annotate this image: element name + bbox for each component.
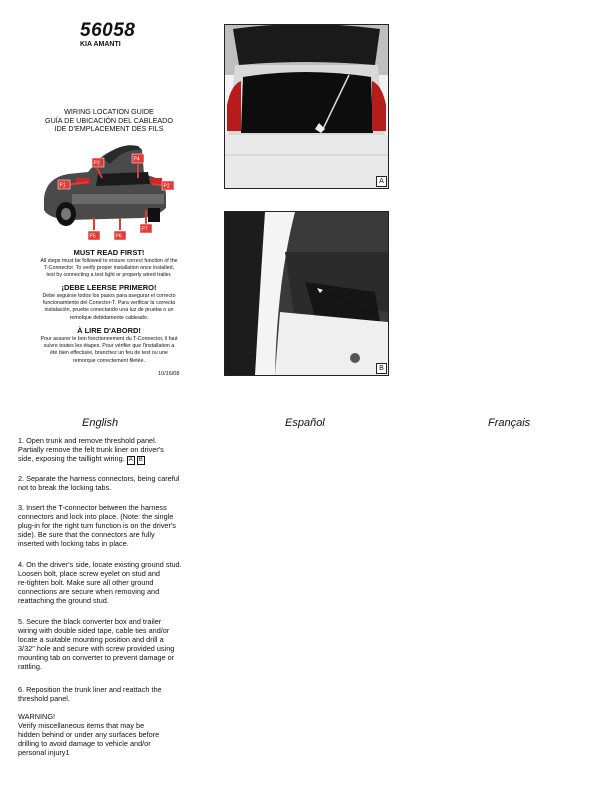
callout-p5 (88, 231, 100, 240)
step-line: re-tighten bolt. Make sure all other ground (18, 578, 154, 588)
wheel-hub (61, 208, 71, 220)
step-line: 3/32" hole and secure with screw provided using (18, 644, 175, 654)
step-line: mounting tab on converter to prevent damage or (18, 653, 175, 663)
photo-ref-b: B (138, 457, 143, 464)
front-wheel (148, 208, 160, 222)
step-6 (18, 685, 200, 703)
step-line: Loosen bolt, place screw eyelet on stud and (18, 569, 160, 579)
step-line: hidden behind or under any surfaces before (18, 730, 160, 740)
step-line: reattaching the ground stud. (18, 596, 109, 606)
step-line: locate a suitable mounting position and drill a (18, 635, 164, 645)
step-3 (18, 503, 200, 548)
warning-text-es (20, 293, 198, 322)
warning-line: funcionamiento del Conector-T. Para verificar la correcta (42, 300, 176, 307)
svg-text:P4: P4 (133, 156, 140, 163)
step-line: wiring with double sided tape, cable ties and/or (18, 626, 170, 636)
callout-p2 (162, 181, 174, 190)
step-line: personal injury1 (18, 748, 70, 758)
callout-p6 (114, 231, 126, 240)
column-heading-spanish: Español (285, 417, 325, 429)
step-line: plug-in for the right turn function is on the driver's (18, 521, 176, 531)
svg-text:P3: P3 (93, 160, 100, 167)
guide-title-en: WIRING LOCATION GUIDE (64, 107, 154, 116)
warning-line: suivre toutes les étapes. Pour vérifier que l'installation a (43, 343, 175, 350)
warning-line: test by connecting a test light or properly wired trailer. (46, 272, 172, 279)
callout-p7 (140, 224, 152, 233)
warning-line: Debe seguirse todos los pasos para asegurar el correcto (42, 293, 176, 299)
step-text: side, exposing the taillight wiring. (18, 454, 125, 464)
step-line: connectors and lock into place. (Note: the single (18, 512, 174, 522)
warning-heading-en: MUST READ FIRST! (73, 248, 145, 257)
step-line: 4. On the driver's side, locate existing ground stud. (18, 560, 182, 569)
revision-date: 10/16/08 (158, 371, 180, 377)
wiring-guide-title (20, 108, 198, 134)
photo-a-image (225, 25, 388, 188)
callout-p3 (92, 158, 104, 167)
trunk-opening (96, 172, 150, 186)
guide-title-fr: IDE D'EMPLACEMENT DES FILS (54, 124, 164, 133)
warning-line: All steps must be followed to ensure correct function of the (40, 258, 178, 264)
wiring-location-diagram (38, 138, 178, 242)
step-4 (18, 560, 200, 605)
step-line: Verify miscellaneous items that may be (18, 721, 145, 731)
step-1 (18, 436, 200, 465)
photo-b-image (225, 212, 388, 375)
warning-heading-es: ¡DEBE LEERSE PRIMERO! (61, 283, 157, 292)
photo-a-label: A (376, 176, 387, 187)
warning-heading-fr: À LIRE D'ABORD! (77, 326, 141, 335)
step-line: inserted with locking tabs in place. (18, 539, 129, 549)
photo-b (224, 211, 389, 376)
warning-note (18, 712, 200, 757)
warning-line: instalación, pruebe conectando una luz de prueba o un (44, 307, 174, 314)
part-number: 56058 (80, 20, 136, 41)
warning-title: WARNING! (18, 712, 56, 721)
step-5 (18, 617, 200, 672)
step-line: 5. Secure the black converter box and trailer (18, 617, 162, 626)
photo-a (224, 24, 389, 189)
column-heading-french: Français (488, 417, 531, 429)
right-taillight (150, 178, 162, 184)
step-line: not to break the locking tabs. (18, 483, 112, 493)
callout-p1 (58, 180, 70, 189)
warning-text-fr (20, 336, 198, 365)
warning-line: remorque correctement filetée. (72, 357, 146, 364)
step-line: 6. Reposition the trunk liner and reattach the (18, 685, 162, 694)
step-2 (18, 474, 200, 492)
vehicle-model: KIA AMANTI (80, 41, 121, 48)
step-line: threshold panel. (18, 694, 70, 704)
step-line: 2. Separate the harness connectors, being careful (18, 474, 180, 483)
warning-text-en (20, 258, 198, 280)
step-line: side). Be sure that the connectors are fully (18, 530, 155, 540)
step-line: Partially remove the felt trunk liner on driver's (18, 445, 164, 455)
warning-line: été bien effectuée, branchez un feu de test ou une (50, 350, 168, 357)
callout-p4 (132, 154, 144, 163)
svg-text:P1: P1 (59, 182, 66, 189)
photo-ref-a: A (128, 457, 133, 464)
warning-line: Pour assurer le bon fonctionnement du T-Connector, il faut (40, 336, 178, 342)
svg-text:P2: P2 (163, 183, 170, 190)
warning-line: T-Connector. To verify proper installation once installed, (43, 265, 175, 272)
svg-text:P6: P6 (115, 233, 122, 240)
step-line: 1. Open trunk and remove threshold panel. (18, 436, 157, 445)
warning-line: remolque debidamente cableado. (69, 314, 149, 321)
step-line: rattling. (18, 662, 42, 672)
step-line (18, 454, 200, 465)
svg-text:P5: P5 (89, 233, 96, 240)
step-line: connections are secure when removing and (18, 587, 160, 597)
step-line: 3. Insert the T-connector between the harness (18, 503, 167, 512)
guide-title-es: GUÍA DE UBICACIÓN DEL CABLEADO (45, 115, 173, 125)
photo-b-label: B (376, 363, 387, 374)
svg-text:P7: P7 (141, 226, 148, 233)
column-heading-english: English (82, 417, 119, 429)
rear-bumper (72, 194, 164, 204)
step-line: drilling to avoid damage to vehicle and/or (18, 739, 151, 749)
